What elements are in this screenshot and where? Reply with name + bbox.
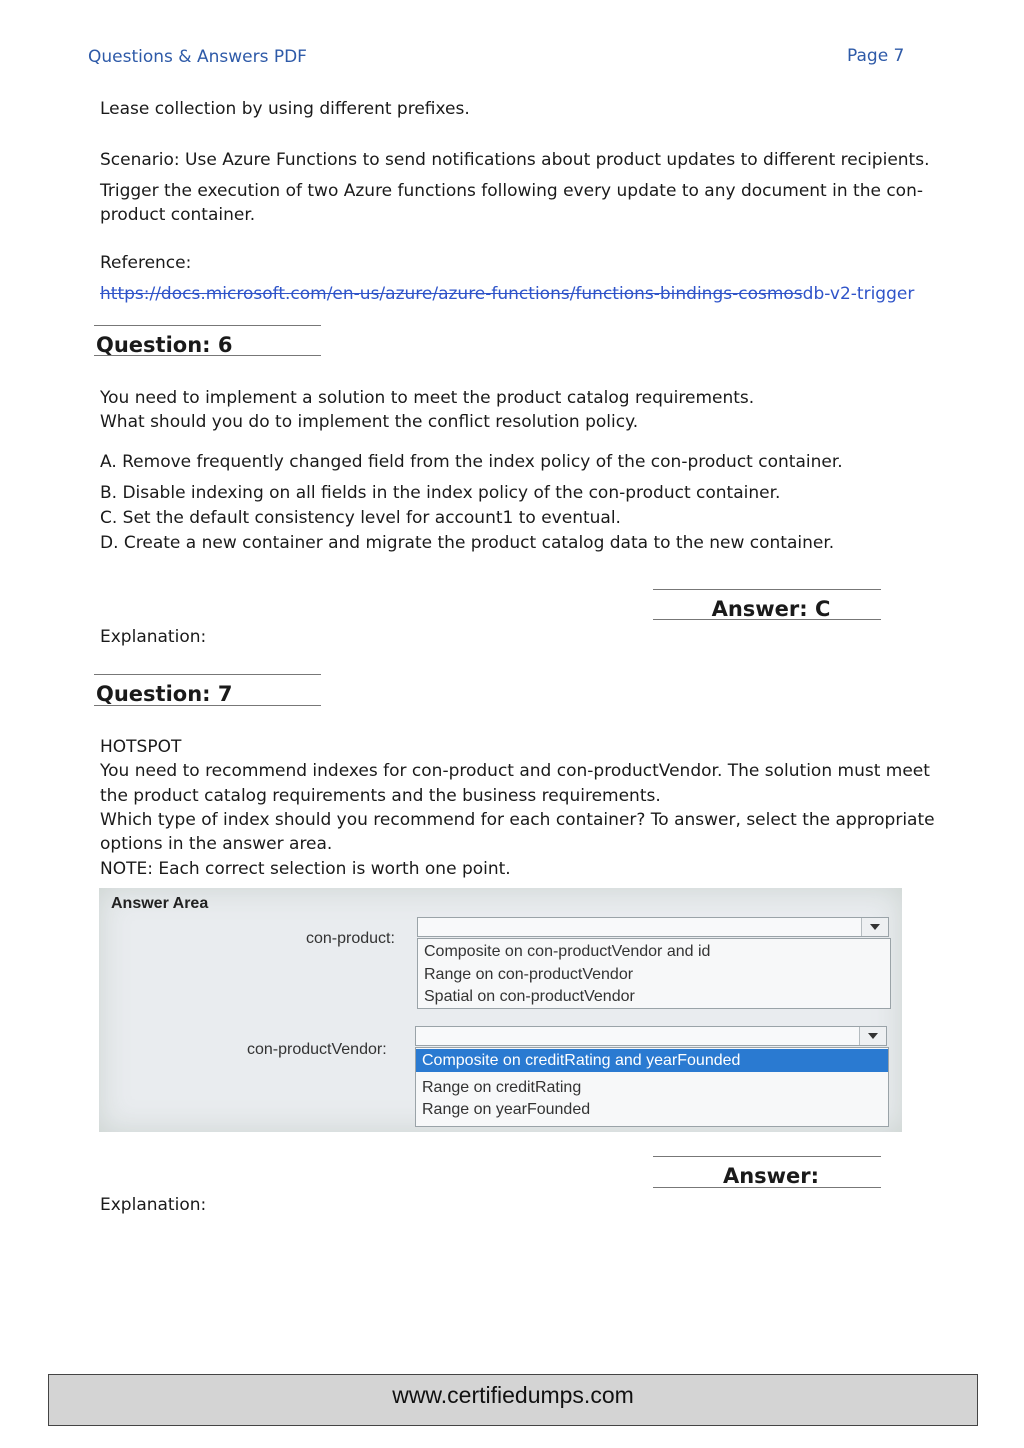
q7-title: Question: 7	[96, 682, 233, 706]
chevron-down-icon[interactable]	[861, 918, 888, 936]
chevron-down-icon[interactable]	[859, 1027, 886, 1045]
con-productvendor-option[interactable]: Range on creditRating	[422, 1079, 582, 1096]
trigger-text-2: product container.	[100, 205, 256, 225]
q6-option-b: B. Disable indexing on all fields in the index policy of the con-product container.	[100, 483, 781, 503]
con-product-label: con-product:	[306, 930, 395, 947]
q6-bottom-rule	[94, 355, 321, 356]
trigger-text-1: Trigger the execution of two Azure functions following every update to any document in the con-	[100, 181, 923, 201]
q6-explanation: Explanation:	[100, 627, 207, 647]
reference-link-text[interactable]	[100, 284, 914, 304]
con-product-options	[417, 938, 891, 1009]
answer-area-title: Answer Area	[111, 895, 209, 912]
con-productvendor-option[interactable]: Range on yearFounded	[422, 1101, 591, 1118]
answer-area-image	[99, 888, 902, 1132]
reference-url-struck[interactable]: https://docs.microsoft.com/en-us/azure/azure-functions/functions-bindings-cosmos	[100, 284, 803, 304]
reference-url-rest[interactable]: db-v2-trigger	[802, 284, 915, 304]
reference-link[interactable]	[100, 283, 914, 305]
q6-option-c: C. Set the default consistency level for account1 to eventual.	[100, 508, 621, 528]
q7-top-rule	[94, 674, 321, 675]
con-product-option[interactable]: Composite on con-productVendor and id	[424, 943, 711, 960]
con-product-option[interactable]: Range on con-productVendor	[424, 966, 634, 983]
reference-label: Reference:	[100, 253, 192, 273]
q7-text-4: Which type of index should you recommend for each container? To answer, select the appropriate	[100, 810, 935, 830]
q6-answer: Answer: C	[711, 597, 831, 621]
q6-answer-bottom-rule	[653, 619, 881, 620]
q7-answer-bottom-rule	[653, 1187, 881, 1188]
q7-text-2: You need to recommend indexes for con-product and con-productVendor. The solution must meet	[100, 761, 930, 781]
scenario-text: Scenario: Use Azure Functions to send notifications about product updates to different recipients.	[100, 150, 930, 170]
q6-title: Question: 6	[96, 333, 233, 357]
q6-text-1: You need to implement a solution to meet the product catalog requirements.	[100, 388, 755, 408]
con-product-option[interactable]: Spatial on con-productVendor	[424, 988, 635, 1005]
q6-top-rule	[94, 325, 321, 326]
q7-answer-top-rule	[653, 1156, 881, 1157]
con-productvendor-option-selected[interactable]: Composite on creditRating and yearFounded	[416, 1049, 888, 1072]
q7-explanation: Explanation:	[100, 1195, 207, 1215]
header-title: Questions & Answers PDF	[88, 47, 307, 67]
con-product-dropdown[interactable]	[417, 917, 889, 937]
con-productvendor-dropdown[interactable]	[415, 1026, 887, 1046]
footer-site-link[interactable]: www.certifiedumps.com	[392, 1382, 634, 1408]
page-number: Page 7	[847, 46, 905, 66]
q7-bottom-rule	[94, 705, 321, 706]
q6-answer-top-rule	[653, 589, 881, 590]
q7-text-5: options in the answer area.	[100, 834, 333, 854]
q7-answer: Answer:	[722, 1164, 820, 1188]
con-productvendor-label: con-productVendor:	[247, 1041, 387, 1058]
con-productvendor-options	[415, 1047, 889, 1127]
q7-text-6: NOTE: Each correct selection is worth one point.	[100, 859, 511, 879]
q6-option-a: A. Remove frequently changed field from the index policy of the con-product container.	[100, 452, 843, 472]
footer-banner	[48, 1374, 978, 1426]
q6-option-d: D. Create a new container and migrate the product catalog data to the new container.	[100, 533, 835, 553]
q7-text-1: HOTSPOT	[100, 737, 182, 757]
q6-text-2: What should you do to implement the conflict resolution policy.	[100, 412, 639, 432]
prev-text-line: Lease collection by using different prefixes.	[100, 99, 470, 119]
q7-text-3: the product catalog requirements and the business requirements.	[100, 786, 661, 806]
